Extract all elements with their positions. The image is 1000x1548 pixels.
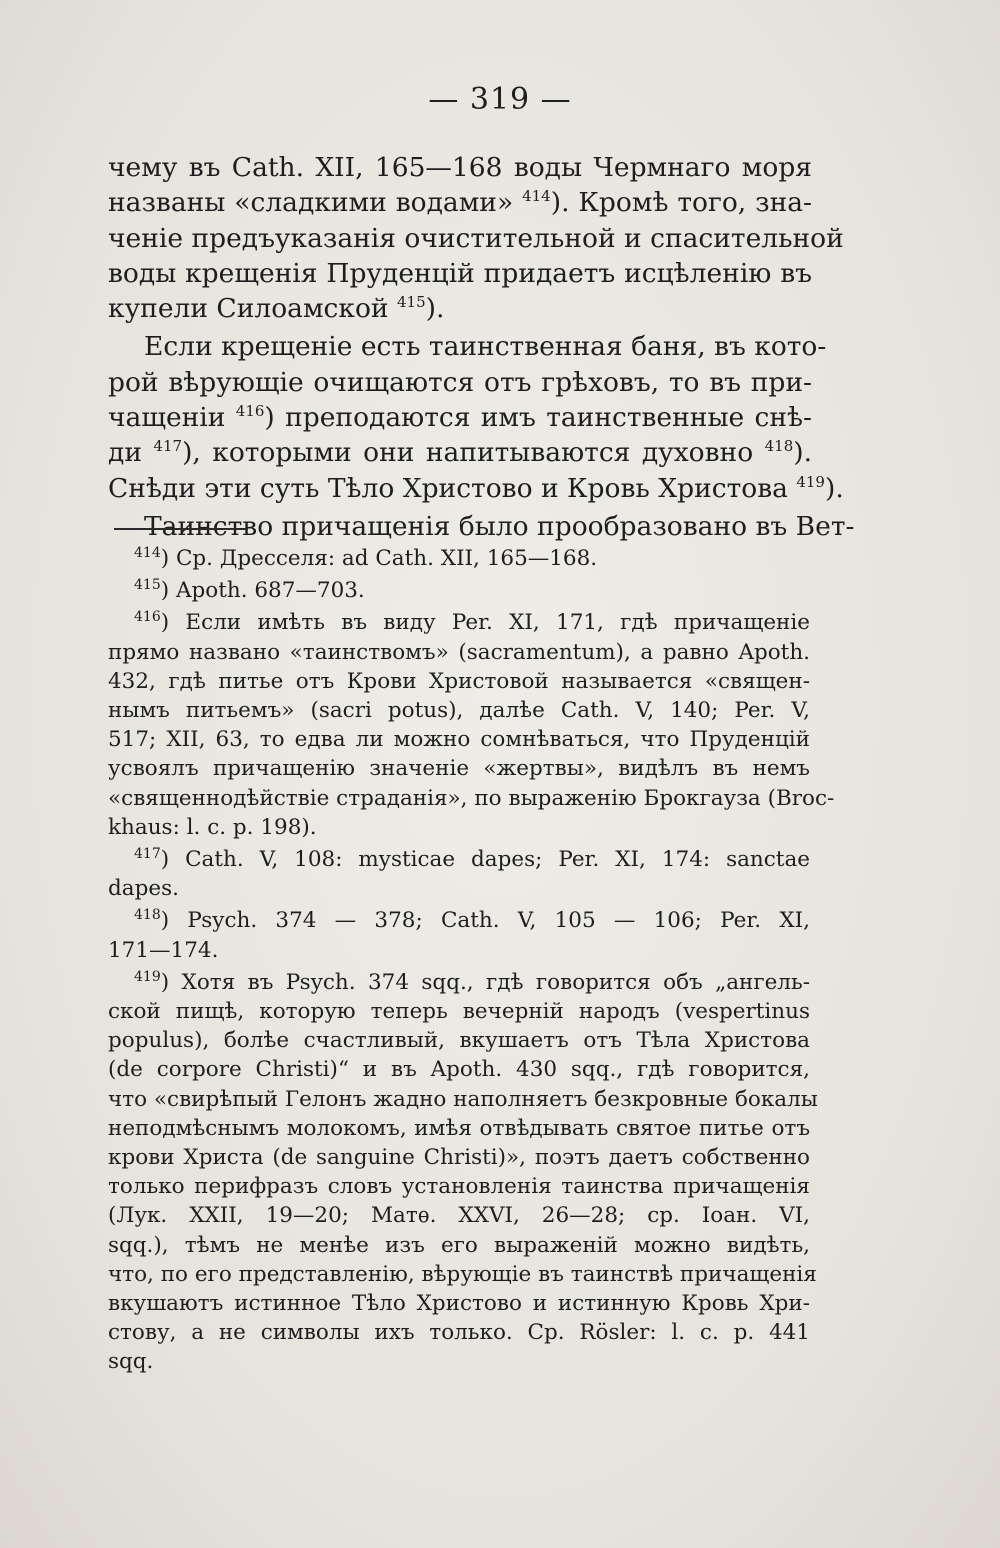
footnote-line: усвоялъ причащенію значеніе «жертвы», видѣлъ въ немъ [108,756,810,782]
footnote-separator-rule [114,528,248,530]
footnote-line: khaus: l. c. p. 198). [108,814,317,840]
footnote-line: прямо названо «таинствомъ» (sacramentum), а равно Apoth. [108,639,810,665]
footnote-line: 432, гдѣ питье отъ Крови Христовой называется «священ- [108,668,810,694]
footnote-line: sqq.), тѣмъ не менѣе изъ его выраженій можно видѣть, [108,1232,810,1258]
footnote-line: вкушаютъ истинное Тѣло Христово и истинную Кровь Хри- [108,1291,810,1317]
footnote-reference: 414 [522,187,551,206]
footnote-reference: 419 [796,472,825,491]
footnote-line: (Лук. XXII, 19—20; Матѳ. XXVI, 26—28; ср. Іоан. VI, [108,1203,810,1229]
footnotes-section [108,544,835,1380]
page-number: — 319 — [428,82,572,117]
footnote-line: sqq. [108,1349,154,1375]
footnote-number: 417 [134,845,161,862]
footnote-418 [108,906,810,964]
footnote-line: «священнодѣйствіе страданія», по выраженію Брокгауза (Broc- [108,785,835,811]
footnote-line: $^{414}$) Ср. Дресселя: ad Cath. XII, 165—168. [134,544,598,571]
footnote-line: 517; XII, 63, то едва ли можно сомнѣваться, что Пруденцій [108,727,810,753]
footnote-line: $^{415}$) Apoth. 687—703. [134,577,365,604]
main-text-line: Если крещеніе есть таинственная баня, въ кото- [144,331,827,363]
footnote-line: 171—174. [108,937,219,963]
footnote-419 [108,968,818,1377]
main-text-line: чему въ Cath. XII, 165—168 воды Чермнаго моря [108,152,812,183]
footnote-415 [108,576,810,605]
footnote-reference: 416 [235,402,265,421]
main-text-line: Снѣди эти суть Тѣло Христово и Кровь Христова $^{419}$). [108,472,844,504]
footnote-line: что «свирѣпый Гелонъ жадно наполняетъ безкровные бокалы [108,1086,818,1112]
main-text-line: ченіе предъуказанія очистительной и спасительной [108,222,844,254]
footnote-number: 416 [134,609,161,626]
footnote-line: $^{416}$) Если имѣть въ виду Per. XI, 171, гдѣ причащеніе [134,609,810,636]
footnote-number: 418 [134,907,161,924]
main-text-line: воды крещенія Пруденцій придаетъ исцѣленію въ [108,257,812,289]
main-text-line: названы «сладкими водами» $^{414}$). Кромѣ того, зна- [108,187,812,219]
footnote-line: $^{418}$) Psych. 374 — 378; Cath. V, 105 — 106; Per. XI, [134,907,810,934]
footnote-reference: 415 [397,293,426,312]
footnote-reference: 418 [764,437,794,456]
footnote-line: что, по его представленію, вѣрующіе въ таинствѣ причащенія [108,1261,817,1287]
footnote-line: (de corpore Christi)“ и въ Apoth. 430 sqq., гдѣ говорится, [108,1057,810,1083]
main-text-line: чащеніи $^{416}$) преподаются имъ таинственные снѣ- [108,402,812,434]
footnote-line: только перифразъ словъ установленія таинства причащенія [108,1174,810,1200]
footnote-number: 414 [134,544,161,561]
main-text-line: купели Силоамской $^{415}$). [108,293,445,325]
footnote-line: стову, а не символы ихъ только. Ср. Rösler: l. c. p. 441 [108,1320,810,1346]
footnote-416 [108,608,835,842]
footnote-line: крови Христа (de sanguine Christi)», поэтъ даетъ собственно [108,1145,810,1171]
footnote-line: $^{419}$) Хотя въ Psych. 374 sqq., гдѣ говорится объ „ангель- [134,968,810,995]
main-text-body [108,150,855,544]
footnote-414 [108,544,810,573]
footnote-line: populus), болѣе счастливый, вкушаетъ отъ Тѣла Христова [108,1028,810,1054]
footnote-line: ской пищѣ, которую теперь вечерній народъ (vespertinus [108,999,810,1025]
footnote-417 [108,845,810,903]
main-text-line: ди $^{417}$), которыми они напитываются духовно $^{418}$). [108,437,813,469]
main-text-line: рой вѣрующіе очищаются отъ грѣховъ, то въ при- [108,366,812,398]
footnote-line: неподмѣснымъ молокомъ, имѣя отвѣдывать святое питье отъ [108,1115,810,1141]
footnote-reference: 417 [153,437,183,456]
main-text-line: Таинство причащенія было прообразовано въ Вет- [144,510,855,542]
footnote-number: 415 [134,577,161,594]
footnote-number: 419 [134,968,161,985]
footnote-line: dapes. [108,876,179,902]
footnote-line: нымъ питьемъ» (sacri potus), далѣе Cath. V, 140; Per. V, [108,698,810,724]
footnote-line: $^{417}$) Cath. V, 108: mysticae dapes; Per. XI, 174: sanctae [134,845,810,873]
